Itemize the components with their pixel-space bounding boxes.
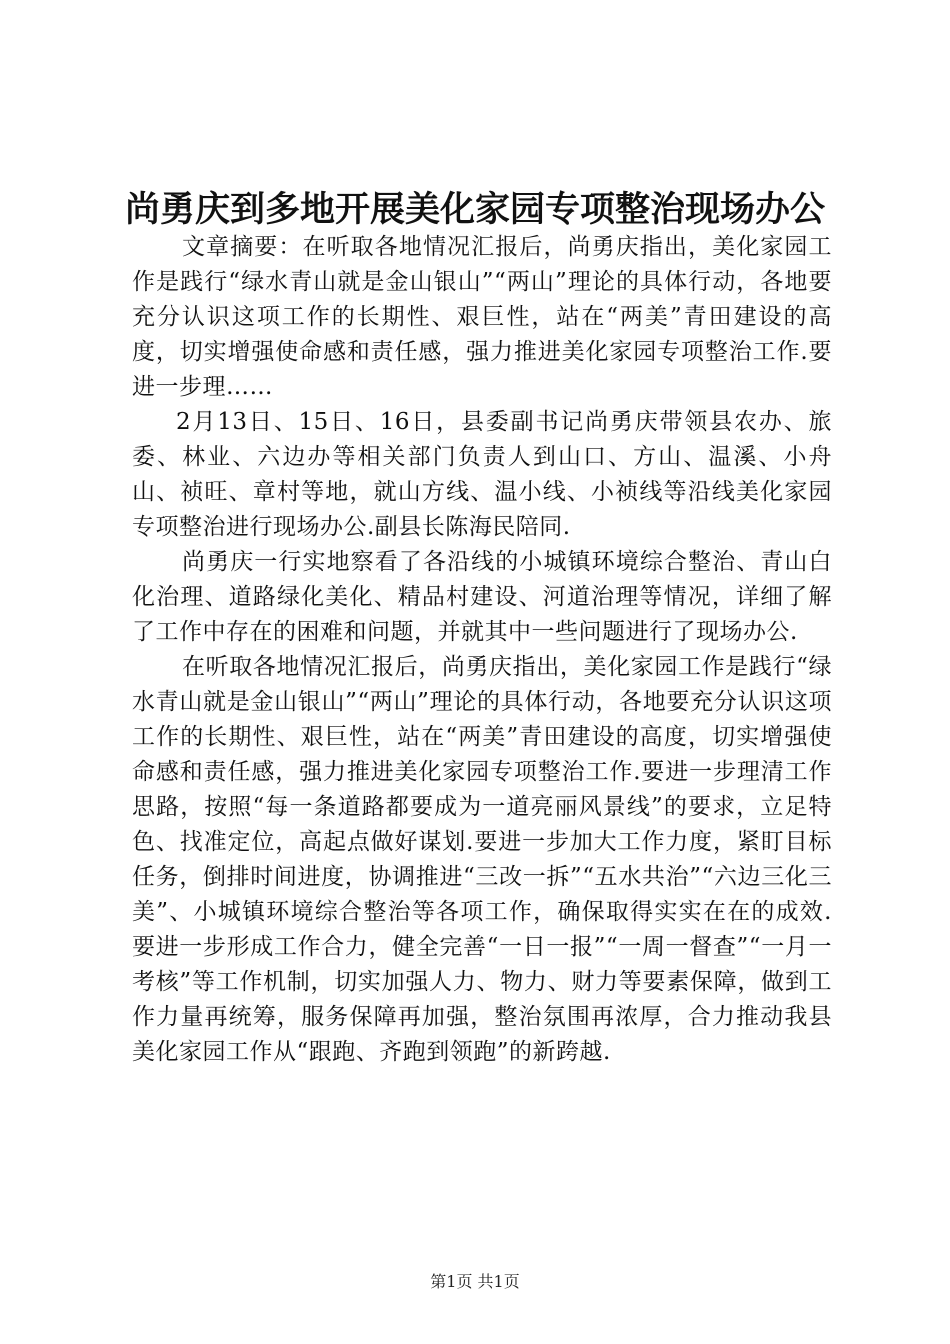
abstract-paragraph: 文章摘要：在听取各地情况汇报后，尚勇庆指出，美化家园工作是践行“绿水青山就是金山银山”“两山”理论的具体行动，各地要充分认识这项工作的长期性、艰巨性，站在“两美”青田建设的高度，切实增强使命感和责任感，强力推进美化家园专项整治工作.要进一步理…… (132, 234, 832, 400)
body-paragraph-1: 2月13日、15日、16日，县委副书记尚勇庆带领县农办、旅委、林业、六边办等相关部门负责人到山口、方山、温溪、小舟山、祯旺、章村等地，就山方线、温小线、小祯线等沿线美化家园专项整治进行现场办公.副县长陈海民陪同. (132, 409, 832, 540)
document-body (132, 230, 832, 1070)
document-title: 尚勇庆到多地开展美化家园专项整治现场办公 (124, 189, 825, 230)
page-footer: 第1页 共1页 (430, 1272, 520, 1291)
body-paragraph-2: 尚勇庆一行实地察看了各沿线的小城镇环境综合整治、青山白化治理、道路绿化美化、精品村建设、河道治理等情况，详细了解了工作中存在的困难和问题，并就其中一些问题进行了现场办公. (132, 549, 832, 645)
body-paragraph-3: 在听取各地情况汇报后，尚勇庆指出，美化家园工作是践行“绿水青山就是金山银山”“两山”理论的具体行动，各地要充分认识这项工作的长期性、艰巨性，站在“两美”青田建设的高度，切实增强使命感和责任感，强力推进美化家园专项整治工作.要进一步理清工作思路，按照“每一条道路都要成为一道亮丽风景线”的要求，立足特色、找准定位，高起点做好谋划.要进一步加大工作力度，紧盯目标任务，倒排时间进度，协调推进“三改一拆”“五水共治”“六边三化三美”、小城镇环境综合整治等各项工作，确保取得实实在在的成效.要进一步形成工作合力，健全完善“一日一报”“一周一督查”“一月一考核”等工作机制，切实加强人力、物力、财力等要素保障，做到工作力量再统筹，服务保障再加强，整治氛围再浓厚，合力推动我县美化家园工作从“跟跑、齐跑到领跑”的新跨越. (132, 654, 832, 1065)
